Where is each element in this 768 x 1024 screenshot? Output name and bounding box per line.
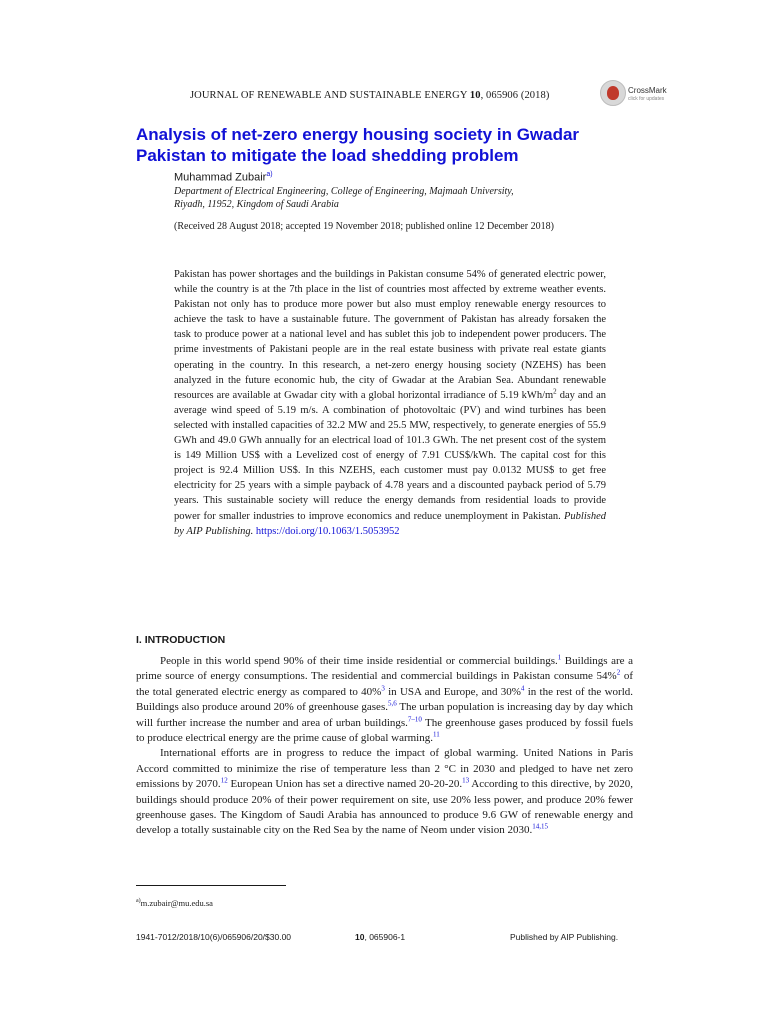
paragraph-text: European Union has set a directive named 20-20-20. xyxy=(227,778,463,791)
journal-header xyxy=(190,90,549,101)
affiliation xyxy=(174,185,594,211)
journal-name: JOURNAL OF RENEWABLE AND SUSTAINABLE ENERGY xyxy=(190,90,468,101)
received-dates: (Received 28 August 2018; accepted 19 November 2018; published online 12 December 2018) xyxy=(174,221,554,232)
crossmark-sub: click for updates xyxy=(628,96,665,102)
paragraph-text: Buildings are a prime source of energy consumptions. The residential and commercial buildings in Pakistan consume 54% xyxy=(136,655,633,683)
author-name: Muhammad Zubair xyxy=(174,171,267,184)
abstract-text-2: day and an average wind speed of 5.19 m/s. A combination of photovoltaic (PV) and wind turbines has been selected with installed capacities of 32.2 MW and 25.5 MW, respectively, to generate energies of 55.9 GWh and 49.0 GWh annually for an electrical load of 101.3 GWh. The net present cost of the system is 149 Million US$ with a Levelized cost of energy of 7.91 CUS$/kWh. The capital cost for this project is 92.4 Million US$. In this NZEHS, each customer must pay 0.0132 MUS$ to get free electricity for 25 years with a simple payback of 4.78 years and a discounted payback period of 5.79 years. This sustainable society will reduce the energy demands from residential loads to provide power for smaller industries to improve economics and reduce unemployment in Pakistan. xyxy=(174,389,607,522)
citation-ref[interactable]: 11 xyxy=(432,730,440,739)
footnote-mark: a) xyxy=(136,898,141,905)
citation-ref[interactable]: 3 xyxy=(381,684,385,693)
citation-ref[interactable]: 7–10 xyxy=(407,714,422,723)
footer-page: , 065906-1 xyxy=(364,932,406,942)
introduction-body xyxy=(136,654,633,839)
citation-ref[interactable]: 5,6 xyxy=(387,699,397,708)
paragraph-text: The urban population is increasing day by day which will further increase the number and area of urban buildings. xyxy=(136,701,633,729)
citation-ref[interactable]: 13 xyxy=(462,776,470,785)
author-footnote-mark[interactable]: a) xyxy=(266,171,273,178)
crossmark-icon xyxy=(600,80,626,106)
footnote-email[interactable]: m.zubair@mu.edu.sa xyxy=(140,898,213,908)
intro-paragraph-1 xyxy=(136,654,633,746)
abstract-text-1: Pakistan has power shortages and the buildings in Pakistan consume 54% of generated electric power, while the country is at the 7th place in the list of countries most affected by extreme weather events. Pakistan not only has to produce more power but also must employ renewable energy resources to achieve the task to have a sustainable future. The government of Pakistan has already forsaken the task to produce power at a national level and has sublet this job to independent power producers. The prime investments of Pakistani people are in the real estate business with private real estate giants operating in the country. In this research, a net-zero energy housing society (NZEHS) has been analyzed in the future economic hub, the city of Gwadar at the Arabian Sea. Abundant renewable resources are available at Gwadar city with a global horizontal irradiance of 5.19 kWh/m xyxy=(174,269,606,401)
article-title: Analysis of net-zero energy housing society in Gwadar Pakistan to mitigate the load shedding problem xyxy=(136,125,580,165)
footer-issn: 1941-7012/2018/10(6)/065906/20/$30.00 xyxy=(136,932,292,942)
paragraph-text: in the rest of the world. Buildings also produce around 20% of greenhouse gases. xyxy=(136,685,633,714)
footer-volume: 10 xyxy=(355,932,365,942)
abstract-sup: 2 xyxy=(553,387,557,396)
citation-ref[interactable]: 2 xyxy=(616,668,621,677)
footer-page-number xyxy=(355,932,405,942)
footnote xyxy=(136,898,213,908)
section-heading-introduction: I. INTRODUCTION xyxy=(136,634,226,646)
affiliation-line-2: Riyadh, 11952, Kingdom of Saudi Arabia xyxy=(174,199,339,210)
citation-ref[interactable]: 1 xyxy=(557,653,562,662)
crossmark-badge[interactable] xyxy=(600,80,674,110)
paragraph-text: International efforts are in progress to reduce the impact of global warming. United Nations in Paris Accord committed to minimize the rise of temperature less than 2 °C in 2030 and pledged to have net zero emissions by 2070. xyxy=(136,747,633,791)
journal-article-year: , 065906 (2018) xyxy=(480,90,550,101)
doi-link[interactable]: https://doi.org/10.1063/1.5053952 xyxy=(255,525,400,537)
citation-ref[interactable]: 14,15 xyxy=(532,822,548,831)
footnote-divider xyxy=(136,885,286,886)
footer-publisher: Published by AIP Publishing. xyxy=(510,932,619,942)
author-line xyxy=(174,171,273,184)
citation-ref[interactable]: 12 xyxy=(220,776,228,785)
affiliation-line-1: Department of Electrical Engineering, College of Engineering, Majmaah University, xyxy=(174,186,514,197)
citation-ref[interactable]: 4 xyxy=(520,684,525,693)
paragraph-text: The greenhouse gases produced by fossil fuels to produce electrical energy are the prime cause of global warming. xyxy=(136,716,633,745)
paragraph-text: in USA and Europe, and 30% xyxy=(384,685,521,698)
paragraph-text: According to this directive, by 2020, buildings should produce 20% of their power requirement on site, use 20% less power, and produce 20% fewer greenhouse gases. The Kingdom of Saudi Arabia has announced to produce 9.6 GW of renewable energy and develop a totally sustainable city on the Red Sea by the name of Neom under vision 2030. xyxy=(136,778,633,837)
paragraph-text: People in this world spend 90% of their time inside residential or commercial buildings. xyxy=(160,655,558,667)
intro-paragraph-2 xyxy=(136,746,633,838)
abstract-published-by: Published by AIP Publishing. xyxy=(174,510,606,537)
abstract xyxy=(174,267,606,539)
journal-volume: 10 xyxy=(469,90,481,101)
crossmark-label: CrossMark xyxy=(628,86,667,95)
paragraph-text: of the total generated electric energy as compared to 40% xyxy=(136,670,633,698)
